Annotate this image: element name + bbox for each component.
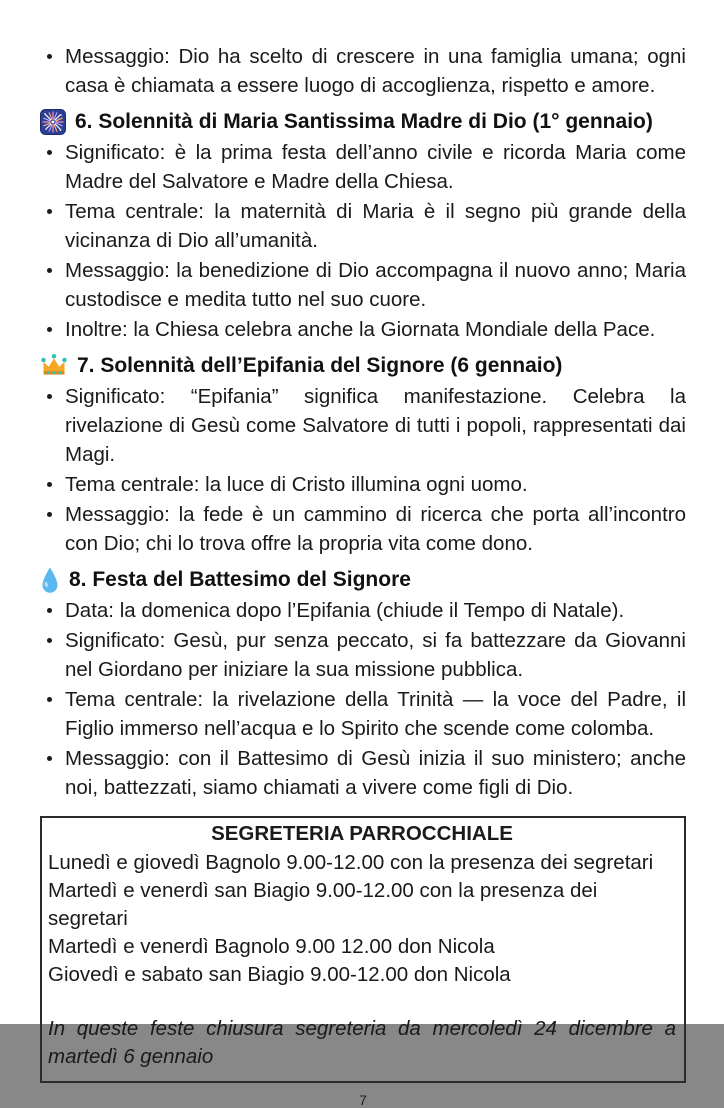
document-body — [40, 42, 686, 802]
bullet-item: Inoltre: la Chiesa celebra anche la Giornata Mondiale della Pace. — [40, 315, 686, 344]
fireworks-icon — [40, 109, 66, 135]
bullet-item: Tema centrale: la luce di Cristo illumina ogni uomo. — [40, 470, 686, 499]
page-number: 7 — [359, 1092, 367, 1108]
bullet-item: Messaggio: con il Battesimo di Gesù inizia il suo ministero; anche noi, battezzati, siamo chiamati a vivere come figli di Dio. — [40, 744, 686, 802]
bullet-item: Messaggio: la fede è un cammino di ricerca che porta all’incontro con Dio; chi lo trova offre la propria vita come dono. — [40, 500, 686, 558]
section-title: 7. Solennità dell’Epifania del Signore (6 gennaio) — [77, 354, 563, 377]
secretariat-schedule — [48, 849, 676, 989]
bullet-item: Significato: Gesù, pur senza peccato, si fa battezzare da Giovanni nel Giordano per iniziare la sua missione pubblica. — [40, 626, 686, 684]
droplet-icon — [40, 566, 60, 594]
schedule-line: Lunedì e giovedì Bagnolo 9.00-12.00 con la presenza dei segretari — [48, 851, 654, 874]
bullet-item: Messaggio: la benedizione di Dio accompagna il nuovo anno; Maria custodisce e medita tutto nel suo cuore. — [40, 256, 686, 314]
crown-icon — [40, 353, 68, 378]
bullet-item: Data: la domenica dopo l’Epifania (chiude il Tempo di Natale). — [40, 596, 686, 625]
bullet-item: Tema centrale: la rivelazione della Trinità — la voce del Padre, il Figlio immerso nell’acqua e lo Spirito che scende come colomba. — [40, 685, 686, 743]
secretariat-closure-note: In queste feste chiusura segreteria da mercoledì 24 dicembre a martedì 6 gennaio — [48, 1017, 676, 1068]
section-heading — [40, 565, 686, 594]
schedule-line: Giovedì e sabato san Biagio 9.00-12.00 don Nicola — [48, 963, 511, 986]
bullet-item: Tema centrale: la maternità di Maria è il segno più grande della vicinanza di Dio all’umanità. — [40, 197, 686, 255]
secretariat-title: SEGRETERIA PARROCCHIALE — [211, 822, 513, 845]
section-heading — [40, 351, 686, 380]
bullet-item: Messaggio: Dio ha scelto di crescere in una famiglia umana; ogni casa è chiamata a essere luogo di accoglienza, rispetto e amore. — [40, 42, 686, 100]
section-title: 8. Festa del Battesimo del Signore — [69, 568, 411, 591]
bullet-item: Significato: “Epifania” significa manifestazione. Celebra la rivelazione di Gesù come Salvatore di tutti i popoli, rappresentati dai Magi. — [40, 382, 686, 469]
schedule-line: Martedì e venerdì san Biagio 9.00-12.00 con la presenza dei segretari — [48, 879, 598, 930]
section-heading — [40, 107, 686, 136]
secretariat-box — [40, 816, 686, 1083]
bullet-item: Significato: è la prima festa dell’anno civile e ricorda Maria come Madre del Salvatore e Madre della Chiesa. — [40, 138, 686, 196]
section-title: 6. Solennità di Maria Santissima Madre di Dio (1° gennaio) — [75, 110, 653, 133]
schedule-line: Martedì e venerdì Bagnolo 9.00 12.00 don Nicola — [48, 935, 495, 958]
